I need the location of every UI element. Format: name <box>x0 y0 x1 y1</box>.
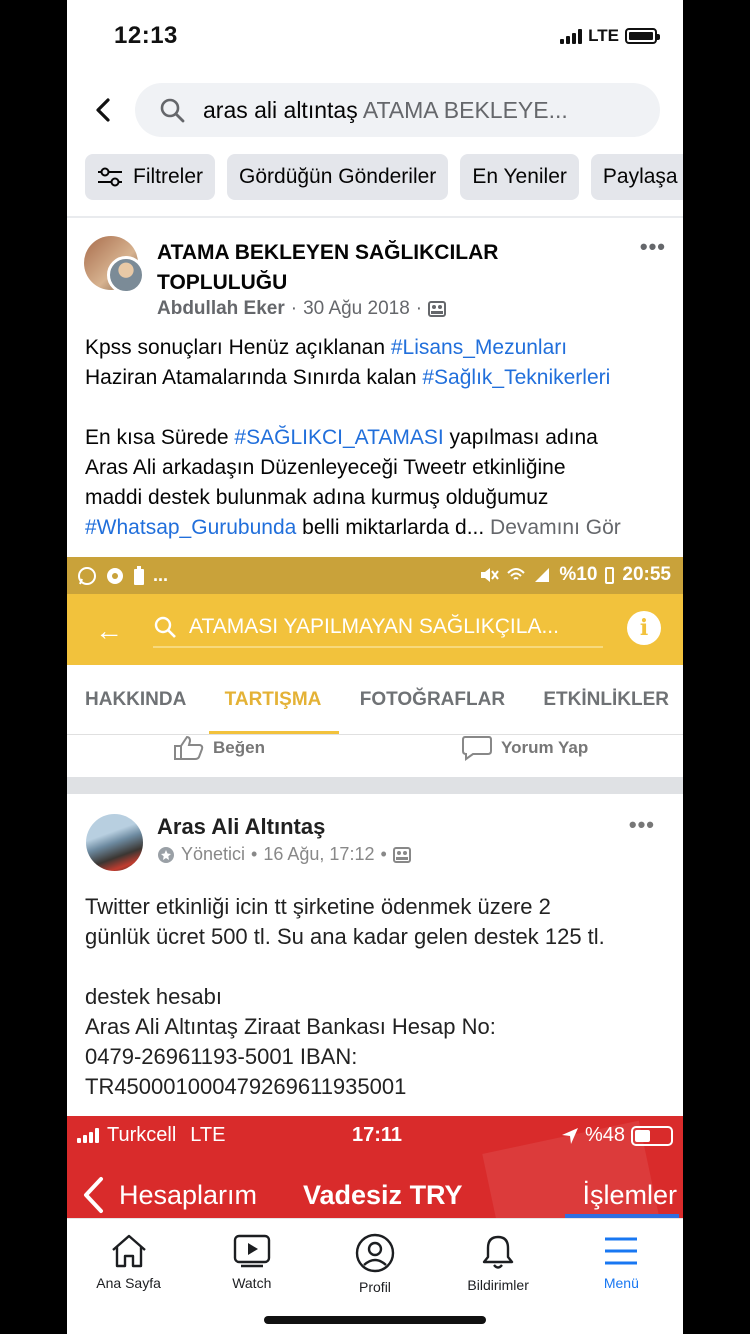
filter-chip-filtreler[interactable]: Filtreler <box>85 154 215 200</box>
wifi-icon <box>507 566 525 584</box>
author-avatar[interactable] <box>107 256 145 294</box>
signal-icon <box>533 566 551 584</box>
avatar <box>86 814 143 871</box>
post-author[interactable]: Abdullah Eker <box>157 298 285 319</box>
group-privacy-icon <box>428 301 446 317</box>
embedded-post-meta: Yönetici • 16 Ağu, 17:12 • <box>157 844 411 865</box>
search-header <box>67 83 683 137</box>
tab-notifications[interactable]: Bildirimler <box>437 1219 560 1334</box>
bank-status-bar: Turkcell LTE 17:11 %48 <box>77 1124 673 1154</box>
watch-icon <box>233 1233 271 1269</box>
embedded-post-author: Aras Ali Altıntaş <box>157 814 326 839</box>
filter-chip-newest[interactable]: En Yeniler <box>460 154 579 200</box>
embedded-tab-photos: FOTOĞRAFLAR <box>359 689 506 710</box>
embedded-post-body: Twitter etkinliği icin tt şirketine ödenmek üzere 2 günlük ücret 500 tl. Su ana kadar gelen destek 125 tl. destek hesabı Aras Ali Altıntaş Ziraat Bankası Hesap No: 0479-26961193-5001 IBAN: TR450001000479269611935001 <box>85 894 605 1099</box>
battery-icon <box>625 28 657 44</box>
post-group-title[interactable]: ATAMA BEKLEYEN SAĞLIKCILAR TOPLULUĞU <box>157 241 499 294</box>
tab-home[interactable]: Ana Sayfa <box>67 1219 190 1334</box>
signal-icon <box>77 1128 99 1143</box>
embedded-post <box>67 794 683 1116</box>
post-image-android[interactable] <box>67 557 683 777</box>
embedded-tab-discussion: TARTIŞMA <box>225 665 322 734</box>
tab-profile[interactable]: Profil <box>313 1219 436 1334</box>
divider <box>67 777 683 794</box>
status-bar <box>67 0 683 72</box>
more-options-icon: ••• <box>628 812 655 837</box>
bell-icon <box>479 1233 517 1271</box>
info-icon: i <box>627 611 661 645</box>
admin-badge-icon <box>157 846 175 864</box>
filter-chips <box>85 154 683 200</box>
embedded-search-bar <box>67 594 683 665</box>
group-privacy-icon <box>393 847 411 863</box>
see-more-link[interactable]: Devamını Gör <box>484 516 621 539</box>
search-icon <box>159 97 185 123</box>
filter-chip-shared[interactable]: Paylaşa <box>591 154 683 200</box>
comment-icon <box>461 735 493 761</box>
embedded-search-field: ATAMASI YAPILMAYAN SAĞLIKÇILA... <box>153 608 603 648</box>
embedded-tabs <box>67 665 683 735</box>
battery-saver-icon <box>133 566 145 586</box>
arrow-left-icon: ← <box>95 615 123 646</box>
network-label: LTE <box>588 26 619 45</box>
back-icon[interactable] <box>91 97 117 123</box>
post-body: Kpss sonuçları Henüz açıklanan #Lisans_Mezunları Haziran Atamalarında Sınırda kalan #Sağlık_Teknikerleri En kısa Sürede #SAĞLIKCI_ATAMASI yapılması adına Aras Ali arkadaşın Düzenleyeceği Tweetr etkinliğine maddi destek bulunmak adına kurmuş olduğumuz #Whatsap_Gurubunda belli miktarlarda d... Devamını Gör <box>85 336 621 539</box>
hashtag-link[interactable]: #Lisans_Mezunları <box>390 336 568 359</box>
post-meta: Abdullah Eker · 30 Ağu 2018 · <box>157 298 446 320</box>
search-icon <box>153 615 177 639</box>
search-query: aras ali altıntaş ATAMA BEKLEYE... <box>203 96 568 123</box>
divider <box>67 216 683 218</box>
hashtag-link[interactable]: #Sağlık_Teknikerleri <box>422 366 611 389</box>
signal-icon <box>560 29 582 44</box>
battery-icon <box>631 1126 673 1146</box>
embedded-actions: Beğen Yorum Yap <box>67 735 683 777</box>
profile-icon <box>355 1233 395 1273</box>
battery-icon <box>605 567 614 584</box>
embedded-tab-events: ETKİNLİKLER <box>543 689 669 710</box>
search-input[interactable] <box>135 83 660 137</box>
like-icon <box>173 735 205 761</box>
phone-screen <box>67 0 683 1334</box>
hashtag-link[interactable]: #Whatsap_Gurubunda <box>85 516 297 539</box>
sliders-icon <box>97 166 123 188</box>
status-time: 12:13 <box>114 22 178 49</box>
menu-icon <box>602 1233 640 1269</box>
post-date[interactable]: 30 Ağu 2018 <box>303 298 410 319</box>
embedded-status-bar: ... %10 20:55 <box>67 557 683 594</box>
home-icon <box>110 1233 148 1269</box>
tab-menu[interactable]: Menü <box>560 1219 683 1334</box>
embedded-tab-about: HAKKINDA <box>85 689 187 710</box>
ball-icon <box>105 566 125 586</box>
chevron-left-icon <box>81 1176 107 1214</box>
tab-watch[interactable]: Watch <box>190 1219 313 1334</box>
post-image-bank: Turkcell LTE 17:11 %48 Hesaplarım Vadesiz TRY İşlemler <box>67 1116 683 1218</box>
more-options-icon[interactable]: ••• <box>639 234 666 259</box>
hashtag-link[interactable]: #SAĞLIKCI_ATAMASI <box>234 426 444 449</box>
status-right <box>560 26 657 46</box>
location-arrow-icon <box>561 1127 579 1145</box>
whatsapp-icon <box>77 566 97 586</box>
filter-chip-seen-posts[interactable]: Gördüğün Gönderiler <box>227 154 448 200</box>
mute-icon <box>479 566 499 584</box>
home-indicator[interactable] <box>264 1316 486 1324</box>
